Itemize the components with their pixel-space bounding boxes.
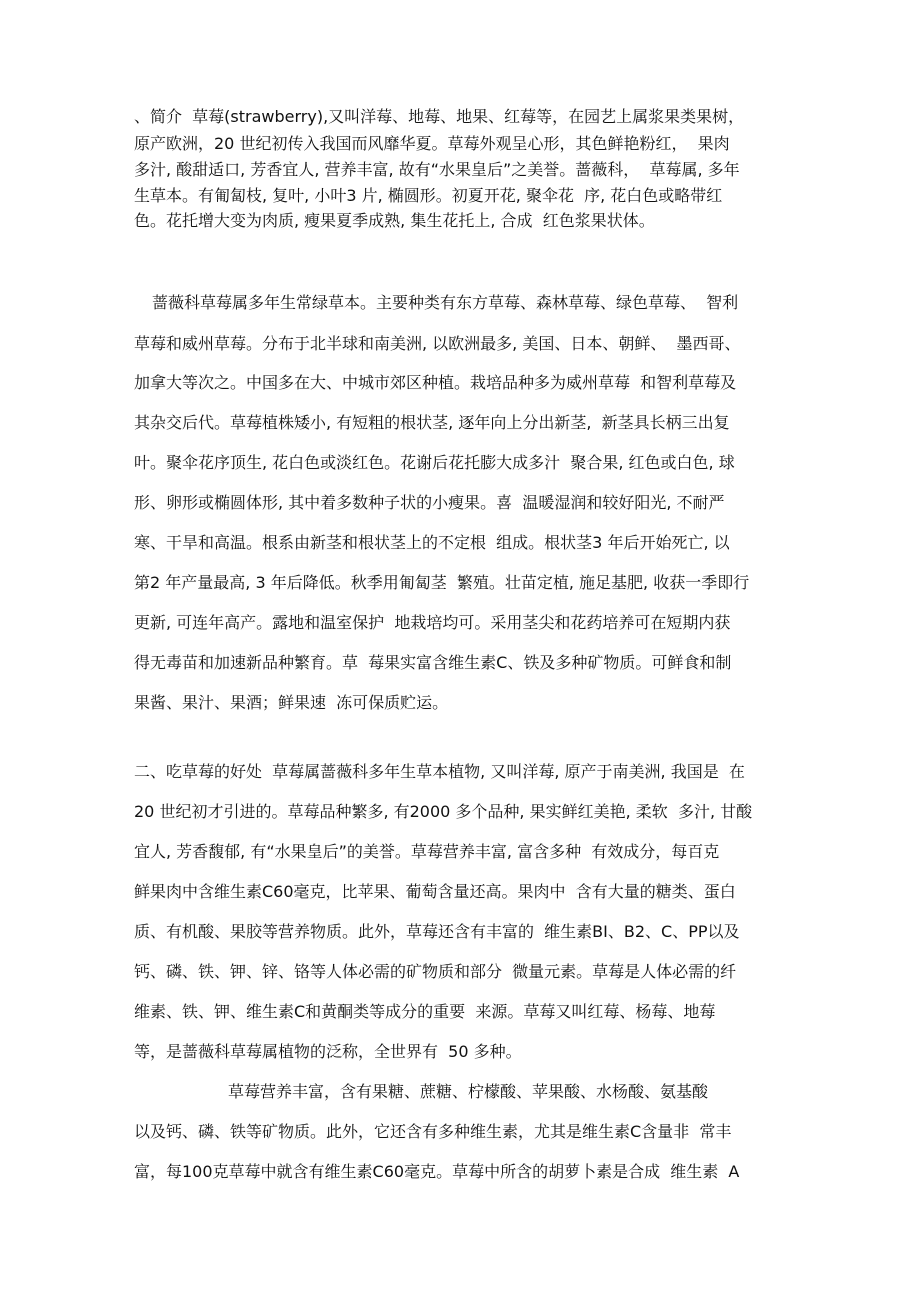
benefits-line-8: 等，是蔷薇科草莓属植物的泛称，全世界有 50 多种。 [134,1042,522,1061]
body-line-11: 果酱、果汁、果酒；鲜果速 冻可保质贮运。 [134,693,449,712]
intro-line-4: 生草本。有匍匐枝, 复叶, 小叶3 片, 椭圆形。初夏开花, 聚伞花 序, 花白色或略带红 [134,186,723,205]
body-line-2: 草莓和威州草莓。分布于北半球和南美洲, 以欧洲最多, 美国、日本、朝鲜、 墨西哥、 [134,334,741,353]
benefits-line-3: 宜人, 芳香馥郁, 有“水果皇后”的美誉。草莓营养丰富, 富含多种 有效成分，每百克 [134,842,720,861]
body-line-5: 叶。聚伞花序顶生, 花白色或淡红色。花谢后花托膨大成多汁 聚合果, 红色或白色, 球 [134,453,735,472]
body-line-3: 加拿大等次之。中国多在大、中城市郊区种植。栽培品种多为威州草莓 和智利草莓及 [134,373,737,392]
nutrition-line-3: 富，每100克草莓中就含有维生素C60毫克。草莓中所含的胡萝卜素是合成 维生素 A [134,1162,740,1181]
body-line-4: 其杂交后代。草莓植株矮小, 有短粗的根状茎, 逐年向上分出新茎, 新茎具长柄三出复 [134,413,730,432]
body-line-8: 第2 年产量最高, 3 年后降低。秋季用匍匐茎 繁殖。壮苗定植, 施足基肥, 收获一季即行 [134,573,750,592]
nutrition-line-1: 草莓营养丰富，含有果糖、蔗糖、柠檬酸、苹果酸、水杨酸、氨基酸 [228,1082,709,1101]
body-line-9: 更新, 可连年高产。露地和温室保护 地栽培均可。采用茎尖和花药培养可在短期内获 [134,613,731,632]
body-line-1: 蔷薇科草莓属多年生常绿草本。主要种类有东方草莓、森林草莓、绿色草莓、 智利 [152,293,739,312]
benefits-line-1: 二、吃草莓的好处 草莓属蔷薇科多年生草本植物, 又叫洋莓, 原产于南美洲, 我国是 在 [134,762,745,781]
benefits-line-4: 鲜果肉中含维生素C60毫克，比苹果、葡萄含量还高。果肉中 含有大量的糖类、蛋白 [134,882,736,901]
body-line-10: 得无毒苗和加速新品种繁育。草 莓果实富含维生素C、铁及多种矿物质。可鲜食和制 [134,653,732,672]
benefits-line-2: 20 世纪初才引进的。草莓品种繁多, 有2000 多个品种, 果实鲜红美艳, 柔软 多汁, 甘酸 [134,802,753,821]
intro-line-2: 原产欧洲，20 世纪初传入我国而风靡华夏。草莓外观呈心形，其色鲜艳粉红， 果肉 [134,134,730,153]
benefits-line-5: 质、有机酸、果胶等营养物质。此外，草莓还含有丰富的 维生素BI、B2、C、PP以及 [134,922,740,941]
intro-line-1: 、简介 草莓(strawberry),又叫洋莓、地莓、地果、红莓等，在园艺上属浆果类果树， [134,107,745,126]
nutrition-line-2: 以及钙、磷、铁等矿物质。此外，它还含有多种维生素，尤其是维生素C含量非 常丰 [134,1122,732,1141]
benefits-line-7: 维素、铁、钾、维生素C和黄酮类等成分的重要 来源。草莓又叫红莓、杨莓、地莓 [134,1002,716,1021]
benefits-line-6: 钙、磷、铁、钾、锌、铬等人体必需的矿物质和部分 微量元素。草莓是人体必需的纤 [134,962,737,981]
body-line-6: 形、卵形或椭圆体形, 其中着多数种子状的小瘦果。喜 温暖湿润和较好阳光, 不耐严 [134,493,725,512]
intro-line-3: 多汁, 酸甜适口, 芳香宜人, 营养丰富, 故有“水果皇后”之美誉。蔷薇科， 草莓属, 多年 [134,160,740,179]
body-line-7: 寒、干旱和高温。根系由新茎和根状茎上的不定根 组成。根状茎3 年后开始死亡, 以 [134,533,730,552]
intro-line-5: 色。花托增大变为肉质, 瘦果夏季成熟, 集生花托上, 合成 红色浆果状体。 [134,211,655,230]
